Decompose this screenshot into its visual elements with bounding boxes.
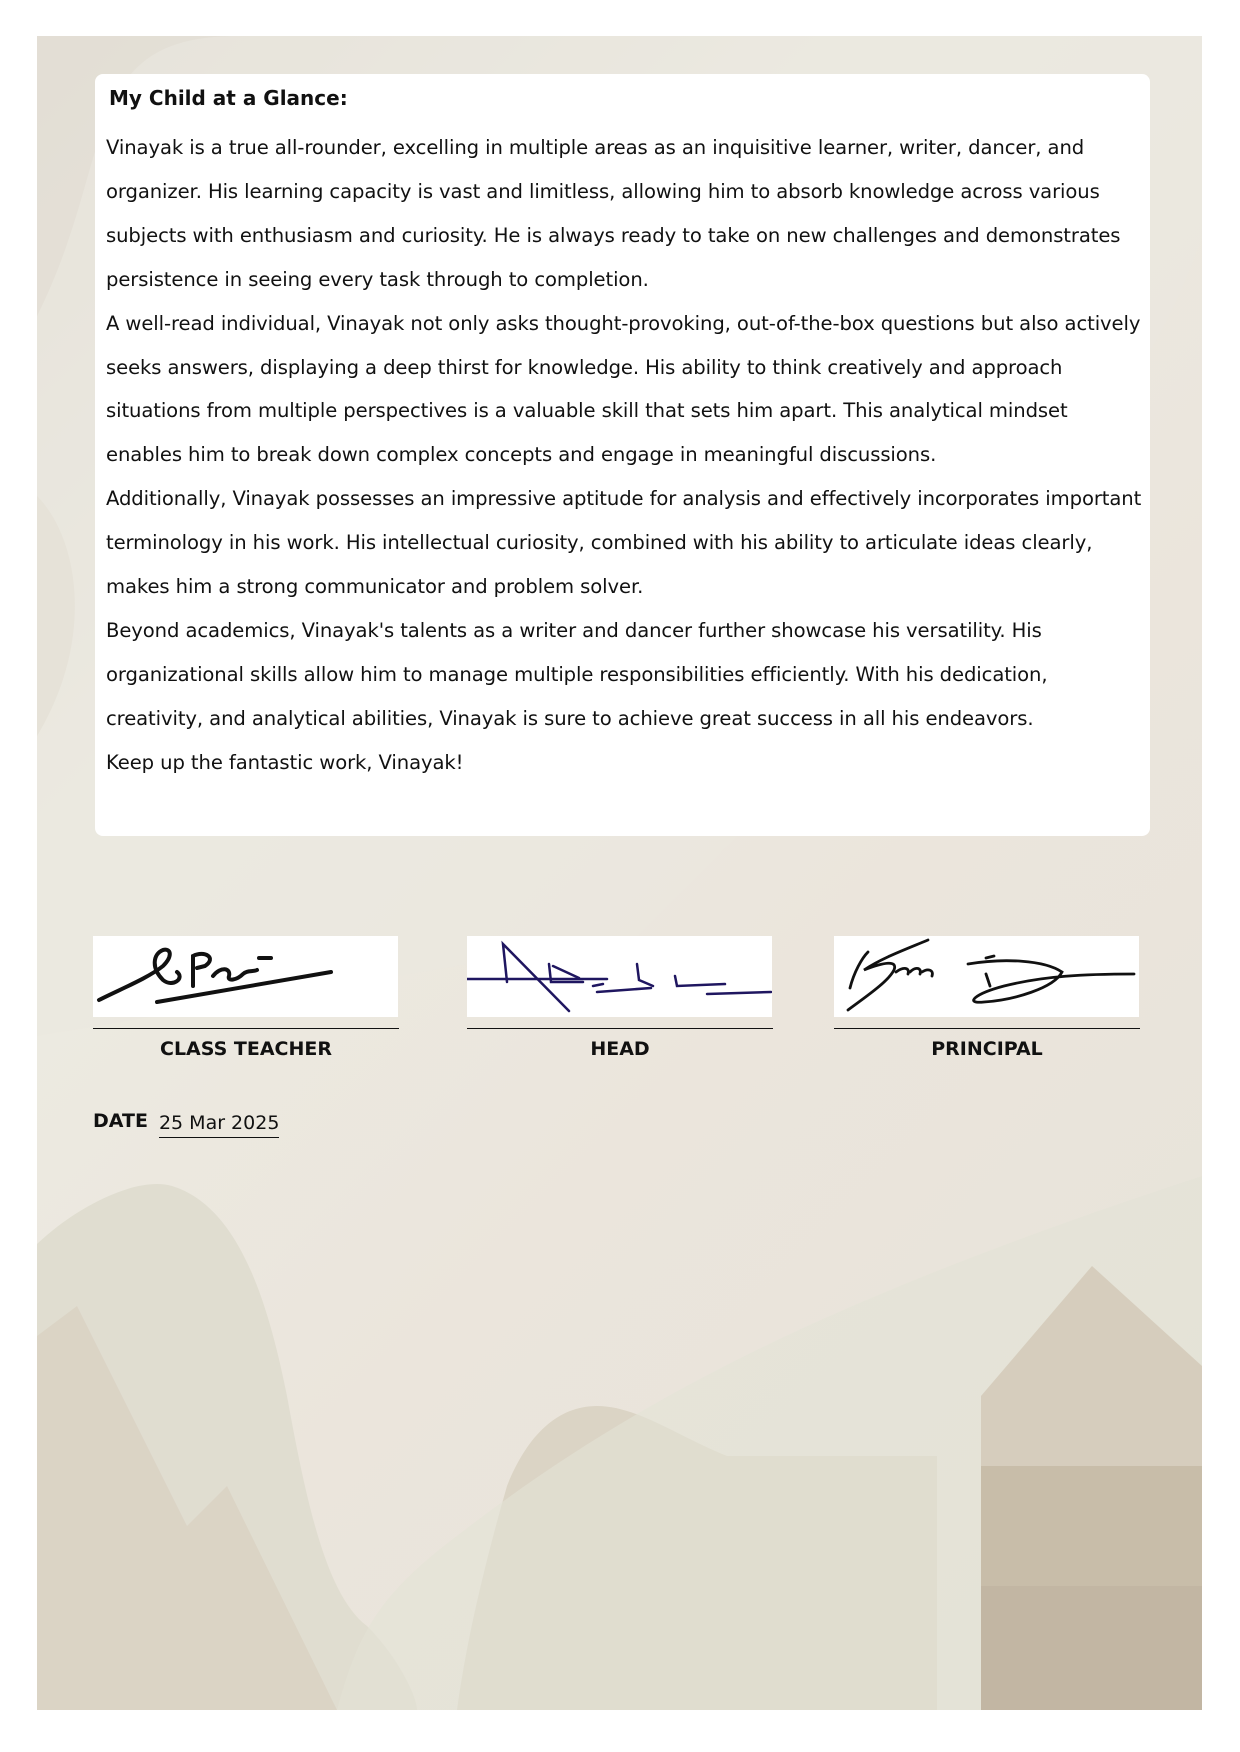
date-label: DATE	[93, 1110, 148, 1132]
signature-line	[93, 1028, 399, 1029]
signature-image	[467, 936, 772, 1017]
signature-head	[467, 936, 773, 1060]
signature-image	[93, 936, 398, 1017]
summary-card	[95, 74, 1150, 836]
signature-principal	[834, 936, 1140, 1060]
card-title: My Child at a Glance:	[109, 86, 348, 110]
date-value: 25 Mar 2025	[159, 1112, 279, 1138]
date-row	[93, 1106, 279, 1132]
signature-label: HEAD	[590, 1038, 650, 1060]
paragraph: Additionally, Vinayak possesses an impressive aptitude for analysis and effectively incorporates important terminology in his work. His intellectual curiosity, combined with his ability to articulate ideas clearly, makes him a strong communicator and problem solver.	[106, 487, 1142, 599]
signature-line	[834, 1028, 1140, 1029]
signature-class-teacher	[93, 936, 399, 1060]
signature-label: PRINCIPAL	[931, 1038, 1043, 1060]
paragraph: Beyond academics, Vinayak's talents as a writer and dancer further showcase his versatility. His organizational skills allow him to manage multiple responsibilities efficiently. With his dedication, creativity, and analytical abilities, Vinayak is sure to achieve great success in all his endeavors.	[106, 618, 1048, 730]
paragraph: Vinayak is a true all-rounder, excelling in multiple areas as an inquisitive learner, writer, dancer, and organizer. His learning capacity is vast and limitless, allowing him to absorb knowledge across various subjects with enthusiasm and curiosity. He is always ready to take on new challenges and demonstrates persistence in seeing every task through to completion.	[106, 136, 1121, 291]
card-body	[106, 126, 1146, 785]
handwritten-signature-icon	[467, 936, 772, 1017]
signature-image	[834, 936, 1139, 1017]
paragraph: Keep up the fantastic work, Vinayak!	[106, 750, 464, 774]
signature-line	[467, 1028, 773, 1029]
signature-label: CLASS TEACHER	[160, 1038, 332, 1060]
handwritten-signature-icon	[93, 936, 398, 1017]
paragraph: A well-read individual, Vinayak not only asks thought-provoking, out-of-the-box questions but also actively seeks answers, displaying a deep thirst for knowledge. His ability to think creatively and approach situations from multiple perspectives is a valuable skill that sets him apart. This analytical mindset enables him to break down complex concepts and engage in meaningful discussions.	[106, 311, 1141, 467]
handwritten-signature-icon	[834, 936, 1139, 1017]
